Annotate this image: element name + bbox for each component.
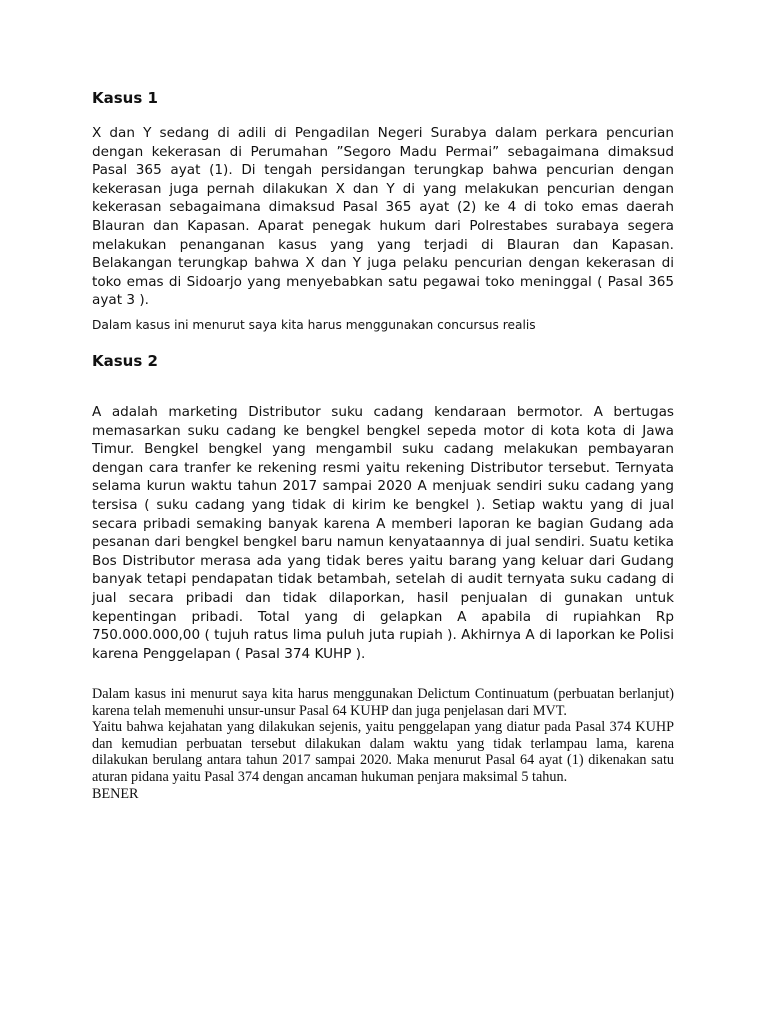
case-2-answer [92, 686, 674, 802]
case-2-heading: Kasus 2 [92, 352, 158, 370]
case-2-answer-paragraph-2: Yaitu bahwa kejahatan yang dilakukan sejenis, yaitu penggelapan yang diatur pada Pasal 374 KUHP dan kemudian perbuatan tersebut dilakukan dalam waktu yang tidak terlampau lama, karena dilakukan berulang antara tahun 2017 sampai 2020. Maka menurut Pasal 64 ayat (1) dikenakan satu aturan pidana yaitu Pasal 374 dengan ancaman hukuman penjara maksimal 5 tahun. [92, 719, 674, 785]
case-1-heading: Kasus 1 [92, 89, 158, 107]
case-1-body: X dan Y sedang di adili di Pengadilan Negeri Surabya dalam perkara pencurian dengan kekerasan di Perumahan ”Segoro Madu Permai” sebagaimana dimaksud Pasal 365 ayat (1). Di tengah persidangan terungkap bahwa pencurian dengan kekerasan juga pernah dilakukan X dan Y di yang melakukan pencurian dengan kekerasan sebagaimana dimaksud Pasal 365 ayat (2) ke 4 di toko emas daerah Blauran dan Kapasan. Aparat penegak hukum dari Polrestabes surabaya segera melakukan penanganan kasus yang yang terjadi di Blauran dan Kapasan. Belakangan terungkap bahwa X dan Y juga pelaku pencurian dengan kekerasan di toko emas di Sidoarjo yang menyebabkan satu pegawai toko meninggal ( Pasal 365 ayat 3 ). [92, 125, 674, 309]
case-1-answer: Dalam kasus ini menurut saya kita harus menggunakan concursus realis [92, 318, 536, 332]
case-2-answer-paragraph-1: Dalam kasus ini menurut saya kita harus menggunakan Delictum Continuatum (perbuatan berlanjut) karena telah memenuhi unsur-unsur Pasal 64 KUHP dan juga penjelasan dari MVT. [92, 686, 674, 719]
case-2-body: A adalah marketing Distributor suku cadang kendaraan bermotor. A bertugas memasarkan suku cadang ke bengkel bengkel sepeda motor di kota kota di Jawa Timur. Bengkel bengkel yang mengambil suku cadang melakukan pembayaran dengan cara tranfer ke rekening resmi yaitu rekening Distributor tersebut. Ternyata selama kurun waktu tahun 2017 sampai 2020 A menjuak sendiri suku cadang yang tersisa ( suku cadang yang tidak di kirim ke bengkel ). Setiap waktu yang di jual secara pribadi semaking banyak karena A memberi laporan ke bagian Gudang ada pesanan dari bengkel bengkel baru namun kenyataannya di jual sendiri. Suatu ketika Bos Distributor merasa ada yang tidak beres yaitu barang yang keluar dari Gudang banyak tetapi pendapatan tidak betambah, setelah di audit ternyata suku cadang di jual secara pribadi dan tidak dilaporkan, hasil penjualan di gunakan untuk kepentingan pribadi. Total yang di gelapkan A apabila di rupiahkan Rp 750.000.000,00 ( tujuh ratus lima puluh juta rupiah ). Akhirnya A di laporkan ke Polisi karena Penggelapan ( Pasal 374 KUHP ). [92, 404, 674, 662]
case-2-answer-paragraph-3: BENER [92, 785, 139, 802]
